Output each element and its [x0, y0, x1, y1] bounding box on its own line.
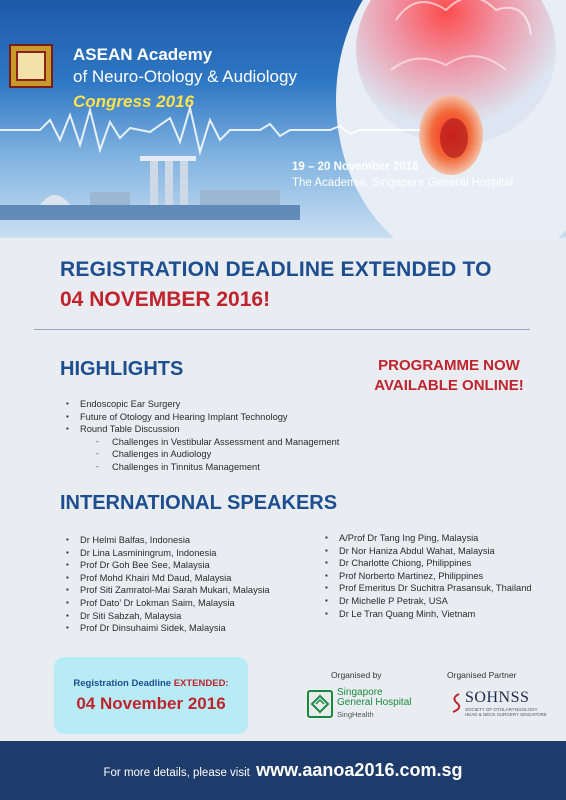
list-item: ▪ Dr Charlotte Chiong, Philippines — [319, 557, 532, 570]
list-item: ▪ Dr Helmi Balfas, Indonesia — [60, 534, 270, 547]
list-item: ▪ Dr Lina Lasminingrum, Indonesia — [60, 547, 270, 560]
list-item: ▪ Dr Siti Sabzah, Malaysia — [60, 610, 270, 623]
list-item: ▪ Endoscopic Ear Surgery — [60, 398, 339, 411]
deadline-date-line — [60, 288, 270, 312]
event-dates: 19 – 20 November 2016 — [292, 161, 419, 173]
shnss-name: SOHNSS — [465, 689, 530, 706]
reg-box-label-line — [54, 678, 248, 689]
list-item: ▪ Prof Emeritus Dr Suchitra Prasansuk, Thailand — [319, 582, 532, 595]
header-congress: Congress 2016 — [73, 92, 194, 111]
list-item: ▪ Dr Nor Haniza Abdul Wahat, Malaysia — [319, 545, 532, 558]
programme-line1: PROGRAMME NOW — [378, 357, 520, 374]
list-item: ▪ Dr Michelle P Petrak, USA — [319, 595, 532, 608]
highlights-list — [60, 398, 339, 474]
speakers-title: INTERNATIONAL SPEAKERS — [60, 492, 338, 514]
registration-deadline-box — [54, 657, 248, 734]
organised-by-label: Organised by — [331, 670, 382, 680]
shnss-emblem-icon — [449, 692, 463, 714]
shnss-sub2: HEAD & NECK SURGERY SINGAPORE — [465, 712, 547, 717]
event-venue: The Academia, Singapore General Hospital — [292, 177, 514, 189]
list-item: ▪ Prof Dr Goh Bee See, Malaysia — [60, 559, 270, 572]
list-item: ▪ Prof Norberto Martinez, Philippines — [319, 570, 532, 583]
sgh-name-line1: Singapore — [337, 687, 383, 698]
shnss-sub1: SOCIETY OF OTOLARYNGOLOGY — [465, 707, 538, 712]
footer — [0, 741, 566, 800]
sgh-singhealth: SingHealth — [337, 710, 374, 719]
list-item: ▪ A/Prof Dr Tang Ing Ping, Malaysia — [319, 532, 532, 545]
reg-box-extended: EXTENDED: — [173, 678, 229, 689]
list-item: ▪ Round Table Discussion — [60, 423, 339, 436]
list-item: - Challenges in Audiology — [60, 448, 339, 461]
list-item: ▪ Dr Le Tran Quang Minh, Vietnam — [319, 608, 532, 621]
list-item: ▪ Prof Dato’ Dr Lokman Saim, Malaysia — [60, 597, 270, 610]
list-item: ▪ Prof Siti Zamratol-Mai Sarah Mukari, Malaysia — [60, 584, 270, 597]
sgh-emblem-icon — [307, 690, 333, 718]
header-subtitle: of Neuro-Otology & Audiology — [73, 67, 297, 86]
footer-text: For more details, please visit — [103, 767, 250, 779]
highlights-title: HIGHLIGHTS — [60, 358, 184, 380]
deadline-date: 04 NOVEMBER 2016 — [60, 288, 264, 311]
speakers-list-right — [319, 532, 532, 620]
list-item: - Challenges in Tinnitus Management — [60, 461, 339, 474]
organised-partner-label: Organised Partner — [447, 670, 517, 680]
header-banner — [0, 0, 566, 238]
shnss-logo — [449, 689, 547, 717]
list-item: - Challenges in Vestibular Assessment and Management — [60, 436, 339, 449]
header-title: ASEAN Academy — [73, 45, 213, 64]
list-item: ▪ Prof Mohd Khairi Md Daud, Malaysia — [60, 572, 270, 585]
footer-url-link[interactable]: www.aanoa2016.com.sg — [256, 760, 463, 780]
deadline-exclamation: ! — [263, 288, 271, 311]
footer-text-line — [0, 760, 566, 781]
divider — [34, 329, 530, 330]
list-item: ▪ Future of Otology and Hearing Implant Technology — [60, 411, 339, 424]
speakers-list-left — [60, 534, 270, 635]
programme-notice — [369, 356, 529, 396]
sgh-logo — [307, 688, 411, 720]
reg-box-label: Registration Deadline — [73, 678, 172, 689]
reg-box-date: 04 November 2016 — [76, 694, 226, 713]
singapore-skyline — [0, 150, 300, 220]
list-item: ▪ Prof Dr Dinsuhaimi Sidek, Malaysia — [60, 622, 270, 635]
deadline-heading: REGISTRATION DEADLINE EXTENDED TO — [60, 258, 492, 281]
sgh-name-line2: General Hospital — [337, 697, 412, 708]
aanoa-logo — [9, 44, 53, 88]
programme-line2: AVAILABLE ONLINE! — [374, 377, 524, 394]
